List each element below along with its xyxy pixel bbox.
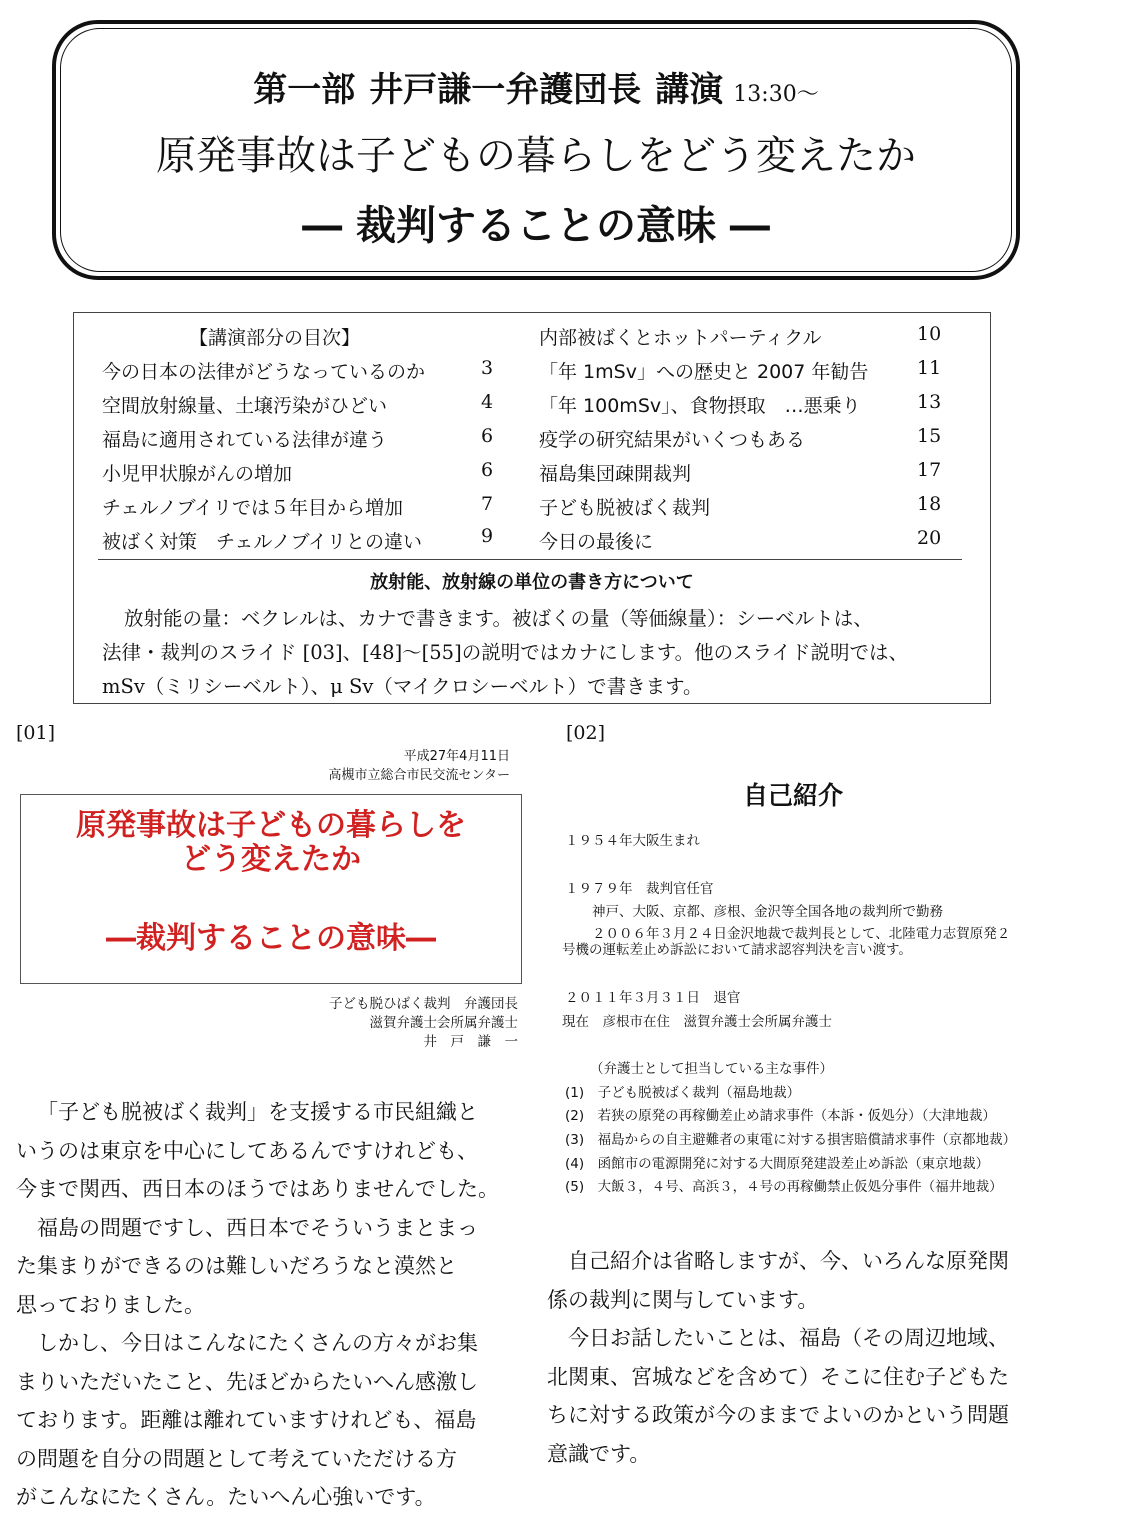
toc-item: 小児甲状腺がんの増加 (102, 463, 293, 485)
toc-page: 10 (917, 323, 942, 345)
toc-page: 3 (481, 357, 494, 379)
slide2-line: （弁護士として担当している主な事件） (590, 1061, 833, 1077)
slide1-header (329, 747, 510, 785)
lecture-label: 講演 (655, 70, 724, 110)
toc-page: 11 (917, 357, 942, 379)
slide2-line: ２０１１年３月３１日 退官 (565, 990, 741, 1006)
body-line: 「子ども脱被ばく裁判」を支援する市民組織と (37, 1100, 478, 1124)
slide1-venue: 高槻市立総合市民交流センター (328, 768, 510, 783)
slide2-line: 号機の運転差止め訴訟において請求認容判決を言い渡す。 (562, 942, 912, 958)
body-line: いうのは東京を中心にしてあるんですけれども、 (16, 1138, 478, 1163)
body-line: 思っておりました。 (16, 1292, 205, 1317)
slide2-line: １９７９年 裁判官任官 (565, 881, 714, 897)
toc-page: 13 (917, 391, 942, 413)
toc-page: 7 (481, 493, 494, 515)
sub-title: ― 裁判することの意味 ― (302, 203, 770, 249)
toc-divider (98, 559, 962, 560)
body-text-right (547, 1242, 1009, 1473)
toc-item: 空間放射線量、土壌汚染がひどい (102, 395, 388, 417)
toc-item: 福島に適用されている法律が違う (102, 429, 388, 451)
toc-page: 17 (917, 459, 942, 481)
toc-item: 被ばく対策 チェルノブイリとの違い (102, 531, 422, 553)
toc-item: チェルノブイリでは５年目から増加 (102, 497, 403, 519)
speaker-name: 井戸謙一弁護団長 (369, 70, 642, 110)
slide2-case: (3) 福島からの自主避難者の東電に対する損害賠償請求事件（京都地裁） (565, 1132, 1017, 1148)
body-line: まりいただいたこと、先ほどからたいへん感激し (16, 1369, 478, 1394)
lecture-time: 13:30～ (733, 82, 819, 107)
toc-item: 「年 1mSv」への歴史と 2007 年勧告 (539, 361, 869, 383)
body-line: ちに対する政策が今のままでよいのかという問題 (547, 1403, 1009, 1427)
body-line: 今日お話したいことは、福島（その周辺地域、 (568, 1326, 1009, 1350)
slide2-line: 神戸、大阪、京都、彦根、金沢等全国各地の裁判所で勤務 (592, 904, 943, 920)
toc-page: 15 (917, 425, 942, 447)
body-line: 福島の問題ですし、西日本でそういうまとまっ (37, 1215, 478, 1240)
slide1-title-box (20, 794, 522, 984)
body-line: 今まで関西、西日本のほうではありませんでした。 (16, 1177, 499, 1201)
toc-page: 6 (481, 459, 494, 481)
toc-item: 今日の最後に (539, 531, 654, 553)
slide2-title: 自己紹介 (743, 781, 844, 810)
slide2-line: 現在 彦根市在住 滋賀弁護士会所属弁護士 (562, 1014, 832, 1030)
slide1-author-line: 井 戸 謙 一 (423, 1034, 518, 1050)
toc-page: 20 (917, 527, 942, 549)
body-line: ております。距離は離れていますけれども、福島 (16, 1408, 477, 1432)
slide1-title-line: 原発事故は子どもの暮らしを (76, 808, 466, 843)
toc-item: 福島集団疎開裁判 (539, 463, 692, 485)
slide2-case: (1) 子ども脱被ばく裁判（福島地裁） (565, 1085, 801, 1101)
slide1-subtitle: ―裁判することの意味― (106, 921, 436, 956)
slide-label-01: [01] (16, 722, 56, 744)
slide-label-02: [02] (566, 722, 606, 744)
toc-page: 6 (481, 425, 494, 447)
toc-page: 4 (481, 391, 494, 413)
slide2-case: (5) 大飯３，４号、高浜３，４号の再稼働禁止仮処分事件（福井地裁） (565, 1179, 1003, 1195)
slide2-line: １９５４年大阪生まれ (565, 833, 700, 849)
body-line: がこんなにたくさん。たいへん心強いです。 (16, 1485, 436, 1509)
body-text-left (16, 1093, 499, 1517)
slide2-case: (4) 函館市の電源開発に対する大間原発建設差止め訴訟（東京地裁） (565, 1156, 990, 1172)
body-line: 北関東、宮城などを含めて）そこに住む子どもた (547, 1364, 1009, 1389)
units-note-line: 法律・裁判のスライド [03]、[48]～[55]の説明ではカナにします。他のスライド説明では、 (102, 641, 909, 664)
slide1-author-line: 子ども脱ひばく裁判 弁護団長 (329, 996, 518, 1012)
toc-item: 今の日本の法律がどうなっているのか (102, 361, 426, 383)
title-box (52, 20, 1020, 280)
toc-heading: 【講演部分の目次】 (189, 327, 361, 349)
title-line-speaker (56, 62, 1016, 111)
body-line: た集まりができるのは難しいだろうなと漠然と (16, 1254, 457, 1278)
toc-item: 内部被ばくとホットパーティクル (539, 327, 822, 349)
main-title: 原発事故は子どもの暮らしをどう変えたか (156, 133, 916, 179)
toc-item: 疫学の研究結果がいくつもある (539, 429, 806, 451)
slide2-line: ２００６年３月２４日金沢地裁で裁判長として、北陸電力志賀原発２ (592, 926, 1011, 942)
slide1-date: 平成27年4月11日 (403, 749, 510, 764)
slide1-author-line: 滋賀弁護士会所属弁護士 (369, 1015, 518, 1031)
slide2-case: (2) 若狭の原発の再稼働差止め請求事件（本訴・仮処分）（大津地裁） (565, 1108, 996, 1124)
body-line: 係の裁判に関与しています。 (547, 1287, 819, 1312)
units-heading: 放射能、放射線の単位の書き方について (370, 572, 694, 593)
units-note-line: mSv（ミリシーベルト）、μ Sv（マイクロシーベルト）で書きます。 (102, 675, 703, 698)
toc-page: 9 (481, 525, 494, 547)
slide1-author (329, 995, 518, 1052)
body-line: 意識です。 (547, 1441, 651, 1466)
table-of-contents (73, 312, 991, 704)
toc-item: 子ども脱被ばく裁判 (539, 497, 711, 519)
slide1-title-line: どう変えたか (181, 842, 361, 877)
body-line: しかし、今日はこんなにたくさんの方々がお集 (37, 1331, 478, 1355)
part-label: 第一部 (253, 70, 356, 110)
slide1-title (21, 809, 521, 877)
body-line: 自己紹介は省略しますが、今、いろんな原発関 (568, 1249, 1009, 1273)
toc-page: 18 (917, 493, 942, 515)
toc-item: 「年 100mSv」、食物摂取 …悪乗り (539, 395, 861, 417)
units-note-line: 放射能の量：ベクレルは、カナで書きます。被ばくの量（等価線量）：シーベルトは、 (124, 607, 873, 630)
body-line: の問題を自分の問題として考えていただける方 (16, 1446, 457, 1471)
